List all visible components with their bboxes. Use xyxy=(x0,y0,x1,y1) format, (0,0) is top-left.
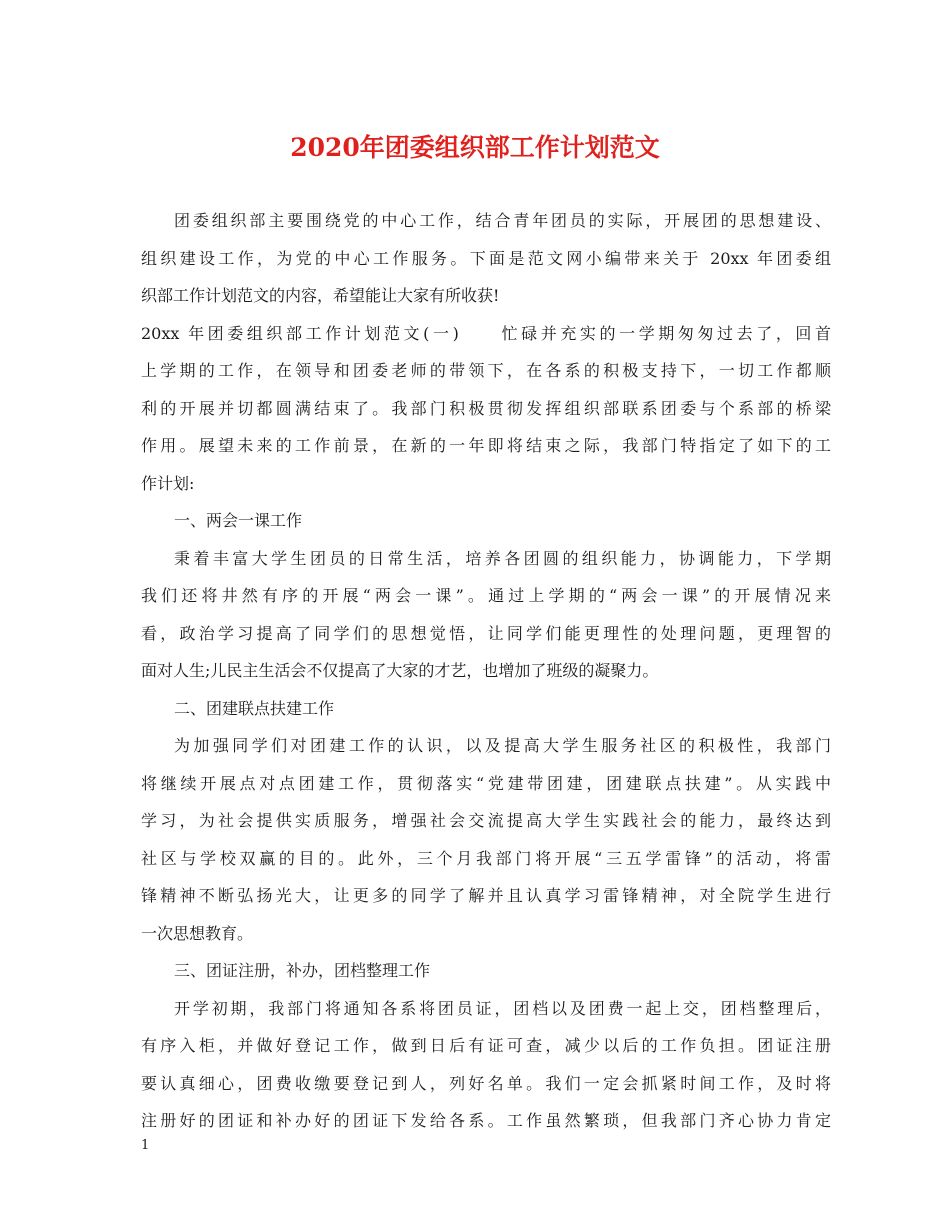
text-line: 一次思想教育。 xyxy=(141,923,254,943)
text-line: 作用。展望未来的工作前景，在新的一年即将结束之际，我部门特指定了如下的工 xyxy=(141,436,831,455)
section-heading: 一、两会一课工作 xyxy=(174,511,303,530)
text-line: 我们还将井然有序的开展“两会一课”。通过上学期的“两会一课”的开展情况来 xyxy=(141,586,831,605)
text-line: 为加强同学们对团建工作的认识，以及提高大学生服务社区的积极性，我部门 xyxy=(174,736,831,755)
text-line: 织部工作计划范文的内容，希望能让大家有所收获! xyxy=(141,286,500,305)
text-line: 学习，为社会提供实质服务，增强社会交流提高大学生实践社会的能力，最终达到 xyxy=(141,811,831,830)
document-body xyxy=(141,202,831,1140)
text-line: 利的开展并切都圆满结束了。我部门积极贯彻发挥组织部联系团委与个系部的桥梁 xyxy=(141,398,831,418)
text-line: 作计划: xyxy=(141,473,195,493)
text-line: 开学初期，我部门将通知各系将团员证，团档以及团费一起上交，团档整理后， xyxy=(174,998,831,1018)
text-line: 团委组织部主要围绕党的中心工作，结合青年团员的实际，开展团的思想建设、 xyxy=(174,211,831,230)
text-line: 看，政治学习提高了同学们的思想觉悟，让同学们能更理性的处理问题，更理智的 xyxy=(141,623,831,643)
text-line: 有序入柜，并做好登记工作，做到日后有证可查，减少以后的工作负担。团证注册 xyxy=(141,1036,831,1055)
text-line: 将继续开展点对点团建工作，贯彻落实“党建带团建，团建联点扶建”。从实践中 xyxy=(141,773,831,793)
text-line: 20xx 年团委组织部工作计划范文(一) 忙碌并充实的一学期匆匆过去了，回首 xyxy=(141,323,831,343)
text-line: 注册好的团证和补办好的团证下发给各系。工作虽然繁琐，但我部门齐心协力肯定 xyxy=(141,1111,831,1130)
section-heading: 二、团建联点扶建工作 xyxy=(174,698,335,718)
text-line: 秉着丰富大学生团员的日常生活，培养各团圆的组织能力，协调能力，下学期 xyxy=(174,548,831,568)
text-line: 社区与学校双赢的目的。此外，三个月我部门将开展“三五学雷锋”的活动，将雷 xyxy=(141,848,831,868)
text-line: 组织建设工作，为党的中心工作服务。下面是范文网小编带来关于 20xx 年团委组 xyxy=(141,248,831,268)
document-title: 2020年团委组织部工作计划范文 xyxy=(290,133,660,162)
text-line: 面对人生;儿民主生活会不仅提高了大家的才艺，也增加了班级的凝聚力。 xyxy=(141,661,659,680)
text-line: 上学期的工作，在领导和团委老师的带领下，在各系的积极支持下，一切工作都顺 xyxy=(141,361,831,380)
page-number: 1 xyxy=(141,1138,150,1153)
section-heading: 三、团证注册，补办，团档整理工作 xyxy=(174,961,431,980)
text-line: 锋精神不断弘扬光大，让更多的同学了解并且认真学习雷锋精神，对全院学生进行 xyxy=(141,886,831,905)
text-line: 要认真细心，团费收缴要登记到人，列好名单。我们一定会抓紧时间工作，及时将 xyxy=(141,1073,831,1093)
